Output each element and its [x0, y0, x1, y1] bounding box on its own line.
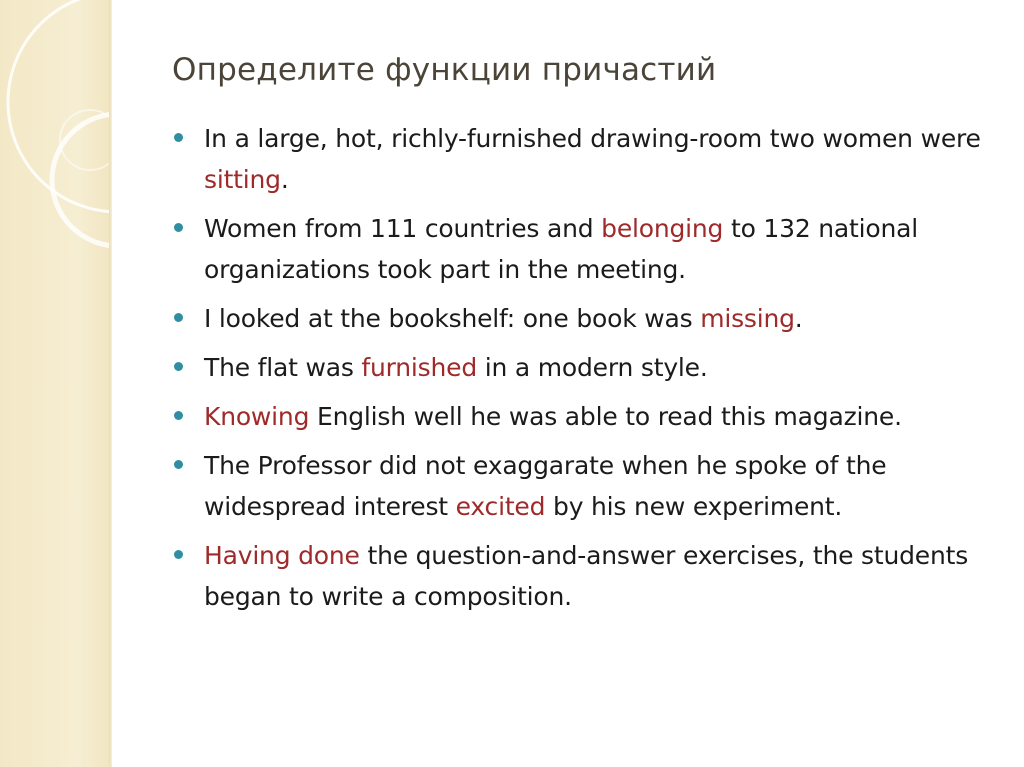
participle-highlight: furnished	[361, 353, 478, 382]
bullet-item	[174, 535, 1004, 617]
bullet-item	[174, 118, 1004, 200]
bullet-dot-icon	[174, 362, 183, 371]
participle-highlight: excited	[455, 492, 546, 521]
participle-highlight: belonging	[601, 214, 724, 243]
bullet-text: .	[794, 304, 803, 333]
bullet-dot-icon	[174, 133, 183, 142]
bullet-text: I looked at the bookshelf: one book was	[204, 304, 701, 333]
bullet-text: to 132 national organizations took part in the meeting.	[204, 214, 919, 284]
side-decoration-strip	[0, 0, 112, 767]
bullet-item	[174, 298, 1004, 339]
bullet-dot-icon	[174, 550, 183, 559]
bullet-text: by his new experiment.	[545, 492, 843, 521]
bullet-text: English well he was able to read this magazine.	[309, 402, 902, 431]
bullet-dot-icon	[174, 460, 183, 469]
slide-title: Определите функции причастий	[172, 52, 717, 88]
participle-highlight: sitting	[204, 165, 281, 194]
bullet-text: in a modern style.	[477, 353, 708, 382]
bullet-list	[174, 118, 1004, 625]
bullet-item	[174, 347, 1004, 388]
bullet-text: Women from 111 countries and	[204, 214, 602, 243]
bullet-dot-icon	[174, 223, 183, 232]
bullet-dot-icon	[174, 313, 183, 322]
bullet-item	[174, 445, 1004, 527]
bullet-text: In a large, hot, richly-furnished drawing-room two women were	[204, 124, 981, 153]
bullet-text: The Professor did not exaggarate when he spoke of the widespread interest	[204, 451, 887, 521]
participle-highlight: missing	[700, 304, 795, 333]
bullet-dot-icon	[174, 411, 183, 420]
bullet-text: the question-and-answer exercises, the students began to write a composition.	[204, 541, 969, 611]
bullet-text: .	[280, 165, 289, 194]
bullet-text: The flat was	[204, 353, 362, 382]
participle-highlight: Knowing	[204, 402, 310, 431]
bullet-item	[174, 396, 1004, 437]
participle-highlight: Having done	[204, 541, 360, 570]
bullet-item	[174, 208, 1004, 290]
decorative-circles-icon	[0, 0, 112, 767]
